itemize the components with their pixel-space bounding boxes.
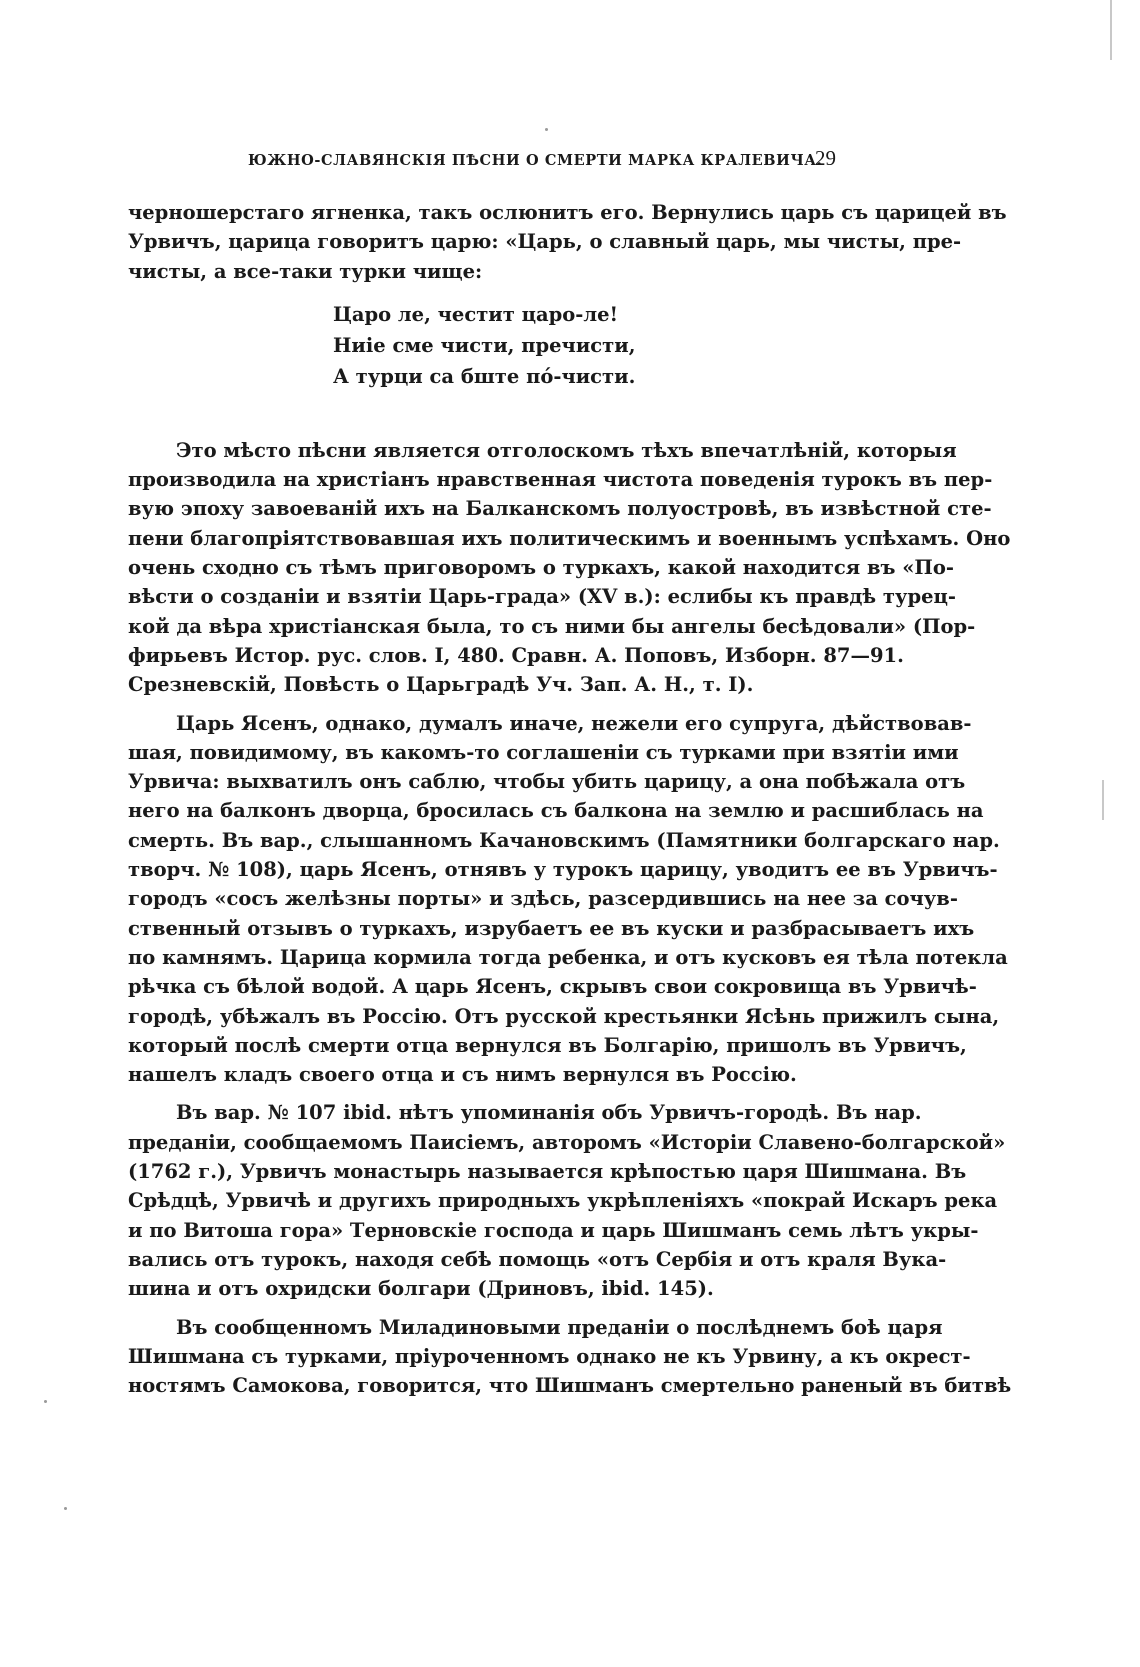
- paragraph-1: [128, 436, 1011, 700]
- verse-line: Ниіе сме чисти, пречисти,: [333, 333, 636, 357]
- intro-paragraph: [128, 198, 1007, 286]
- scan-speck: [64, 1507, 67, 1510]
- scan-margin-mark: [1102, 780, 1104, 820]
- page-number: 29: [815, 146, 836, 170]
- text-line: очень сходно съ тѣмъ приговоромъ о туркахъ, какой находится въ «По-: [128, 556, 954, 580]
- text-line: производила на христіанъ нравственная чистота поведенія турокъ въ пер-: [128, 468, 993, 492]
- text-line: смерть. Въ вар., слышанномъ Качановскимъ (Памятники болгарскаго нар.: [128, 828, 1000, 852]
- text-line: Урвичъ, царица говоритъ царю: «Царь, о славный царь, мы чисты, пре-: [128, 230, 962, 254]
- text-line: и по Витоша гора» Терновскіе господа и царь Шишманъ семь лѣтъ укры-: [128, 1218, 979, 1242]
- text-line: творч. № 108), царь Ясенъ, отнявъ у турокъ царицу, уводитъ ее въ Урвичъ-: [128, 858, 998, 882]
- verse-quote: [333, 299, 850, 392]
- text-line: Царь Ясенъ, однако, думалъ иначе, нежели его супруга, дѣйствовав-: [176, 711, 972, 735]
- paragraph-3: [128, 1098, 1006, 1303]
- text-line: Въ сообщенномъ Миладиновыми преданіи о послѣднемъ боѣ царя: [176, 1315, 943, 1339]
- text-line: шина и отъ охридски болгари (Дриновъ, ibid. 145).: [128, 1277, 714, 1301]
- text-line: ственный отзывъ о туркахъ, изрубаетъ ее въ куски и разбрасываетъ ихъ: [128, 916, 975, 940]
- text-line: нашелъ кладъ своего отца и съ нимъ вернулся въ Россію.: [128, 1063, 797, 1087]
- text-line: (1762 г.), Урвичъ монастырь называется крѣпостью царя Шишмана. Въ: [128, 1160, 967, 1184]
- text-line: Это мѣсто пѣсни является отголоскомъ тѣхъ впечатлѣній, которыя: [176, 438, 957, 462]
- verse-line: А турци са бште пó-чисти.: [333, 364, 636, 388]
- scan-speck: [44, 1400, 47, 1403]
- text-line: Шишмана съ турками, пріуроченномъ однако не къ Урвину, а къ окрест-: [128, 1344, 971, 1368]
- text-line: пени благопріятствовавшая ихъ политическимъ и военнымъ успѣхамъ. Оно: [128, 526, 1011, 550]
- text-line: вались отъ турокъ, находя себѣ помощь «отъ Сербія и отъ краля Вука-: [128, 1247, 947, 1271]
- text-line: Срезневскій, Повѣсть о Царьградѣ Уч. Зап. А. Н., т. I).: [128, 673, 754, 697]
- text-line: вѣсти о созданіи и взятіи Царь-града» (XV в.): еслибы къ правдѣ турец-: [128, 585, 956, 609]
- text-line: преданіи, сообщаемомъ Паисіемъ, авторомъ «Исторіи Славено-болгарской»: [128, 1130, 1006, 1154]
- paragraph-4: [128, 1313, 1012, 1401]
- text-line: рѣчка съ бѣлой водой. А царь Ясенъ, скрывъ свои сокровища въ Урвичѣ-: [128, 975, 977, 999]
- text-line: ностямъ Самокова, говорится, что Шишманъ смертельно раненый въ битвѣ: [128, 1374, 1012, 1398]
- text-block: [128, 198, 1012, 1400]
- text-line: кой да вѣра христіанская была, то съ ними бы ангелы бесѣдовали» (Пор-: [128, 614, 976, 638]
- text-line: черношерстаго ягненка, такъ ослюнитъ его. Вернулись царь съ царицей въ: [128, 201, 1007, 224]
- scan-margin-mark: [1110, 0, 1112, 60]
- text-line: него на балконъ дворца, бросилась съ балкона на землю и расшиблась на: [128, 799, 984, 823]
- text-line: вую эпоху завоеваній ихъ на Балканскомъ полуостровѣ, въ извѣстной сте-: [128, 497, 992, 521]
- text-line: фирьевъ Истор. рус. слов. I, 480. Сравн. А. Поповъ, Изборн. 87—91.: [128, 643, 904, 667]
- text-line: чисты, а все-таки турки чище:: [128, 259, 483, 283]
- paragraph-2: [128, 709, 1008, 1090]
- scan-speck: [545, 128, 548, 131]
- text-line: Урвича: выхватилъ онъ саблю, чтобы убить царицу, а она побѣжала отъ: [128, 770, 966, 794]
- text-line: который послѣ смерти отца вернулся въ Болгарію, пришолъ въ Урвичъ,: [128, 1033, 967, 1057]
- text-line: Въ вар. № 107 ibid. нѣтъ упоминанія объ Урвичъ-городѣ. Въ нар.: [176, 1101, 922, 1125]
- text-line: городъ «сосъ желѣзны порты» и здѣсь, разсердившись на нее за сочув-: [128, 887, 958, 911]
- text-line: шая, повидимому, въ какомъ-то соглашеніи съ турками при взятіи ими: [128, 740, 959, 764]
- text-line: по камнямъ. Царица кормила тогда ребенка, и отъ кусковъ ея тѣла потекла: [128, 945, 1008, 969]
- text-line: городѣ, убѣжалъ въ Россію. Отъ русской крестьянки Ясѣнь прижилъ сына,: [128, 1004, 1000, 1028]
- verse-line: Царо ле, честит царо-ле!: [333, 302, 619, 326]
- text-line: Срѣдцѣ, Урвичѣ и другихъ природныхъ укрѣпленіяхъ «покрай Искаръ река: [128, 1189, 998, 1213]
- running-head: ЮЖНО-СЛАВЯНСКІЯ ПѢСНИ О СМЕРТИ МАРКА КРАЛЕВИЧА.: [248, 152, 823, 169]
